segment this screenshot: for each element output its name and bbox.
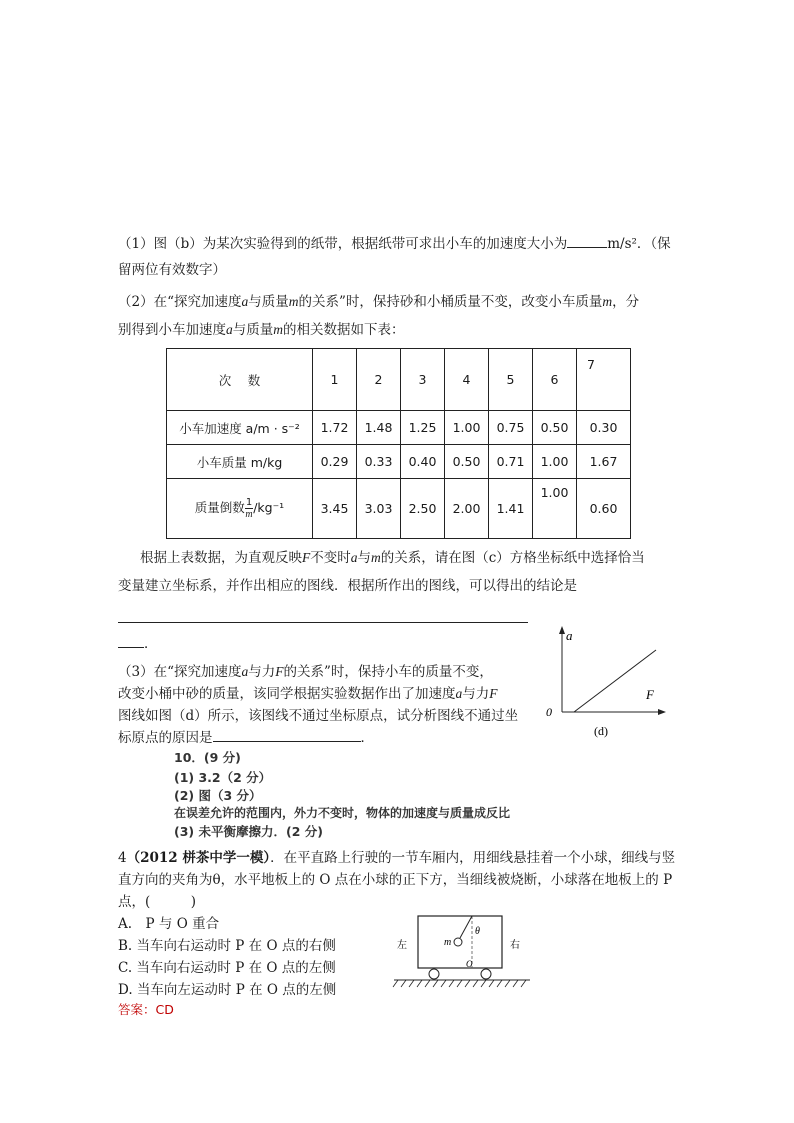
q4-line1: 4（2012 栟茶中学一模）．在平直路上行驶的一节车厢内，用细线悬挂着一个小球，细线与竖 [118, 850, 676, 866]
q3-line1: （3）在“探究加速度a与力F的关系”时，保持小车的质量不变， [118, 664, 493, 680]
para-line3: ． [118, 632, 158, 652]
table-cell: 0.33 [357, 445, 401, 479]
q2-line2: 别得到小车加速度a与质量m的相关数据如下表： [118, 322, 405, 338]
q2-line1: （2）在“探究加速度a与质量m的关系”时，保持砂和小桶质量不变，改变小车质量m，分 [118, 294, 640, 310]
label-right: 右 [510, 940, 520, 951]
table-cell: 1.48 [357, 411, 401, 445]
column-header: 6 [533, 349, 577, 411]
table-cell: 0.60 [577, 479, 631, 539]
label-point: O [466, 959, 473, 969]
table-cell: 0.71 [489, 445, 533, 479]
answer-2: (2) 图（3 分） [174, 788, 262, 803]
q4-option-a: A. P 与 O 重合 [118, 916, 220, 932]
table-row [167, 479, 631, 539]
answer-1: (1) 3.2（2 分） [174, 770, 272, 785]
q4-option-b: B. 当车向右运动时 P 在 O 点的右侧 [118, 938, 336, 954]
para-line2: 变量建立坐标系，并作出相应的图线．根据所作出的图线，可以得出的结论是 [118, 578, 577, 594]
q4-line2: 直方向的夹角为θ，水平地板上的 O 点在小球的正下方，当细线被烧断，小球落在地板上的 P [118, 872, 673, 888]
column-header: 3 [401, 349, 445, 411]
row-label: 小车质量 m/kg [167, 445, 313, 479]
table-cell: 0.50 [445, 445, 489, 479]
wheel-right [481, 969, 491, 979]
ground-hatching [393, 980, 526, 987]
fraction: $\frac{1}{m}$ [245, 497, 253, 520]
origin-label: 0 [546, 705, 552, 719]
table-row [167, 411, 631, 445]
column-header: 1 [313, 349, 357, 411]
q4-option-d: D. 当车向左运动时 P 在 O 点的左侧 [118, 982, 337, 998]
table-header-label: 次 数 [167, 349, 313, 411]
table-cell: 2.00 [445, 479, 489, 539]
table-cell: 1.25 [401, 411, 445, 445]
answer-blank-1 [567, 235, 607, 248]
graph-d [538, 620, 678, 750]
table-cell: 1.72 [313, 411, 357, 445]
x-axis-arrow [658, 709, 666, 715]
column-header: 4 [445, 349, 489, 411]
q4-line3: 点，( ) [118, 894, 197, 910]
label-left: 左 [397, 940, 407, 951]
q3-line3: 图线如图（d）所示，该图线不通过坐标原点，试分析图线不通过坐 [118, 708, 519, 724]
answer-2-note: 在误差允许的范围内，外力不变时，物体的加速度与质量成反比 [174, 806, 511, 820]
row-label: 质量倒数 $\frac{1}{m}$ /kg⁻¹ [167, 479, 313, 539]
railcar-figure [392, 912, 542, 992]
graph-caption: (d) [594, 724, 608, 738]
answer-blank-3 [213, 729, 361, 742]
table-cell: 1.00 [445, 411, 489, 445]
table-row [167, 445, 631, 479]
column-header: 2 [357, 349, 401, 411]
table-cell: 0.30 [577, 411, 631, 445]
q3-line4: 标原点的原因是 ． [118, 730, 374, 746]
table-cell: 1.67 [577, 445, 631, 479]
data-table [166, 348, 631, 539]
q3-line2: 改变小桶中砂的质量，该同学根据实验数据作出了加速度a与力F [118, 686, 498, 702]
table-cell: 1.00 [533, 445, 577, 479]
label-ball: m [444, 937, 452, 948]
table-cell: 1.41 [489, 479, 533, 539]
table-cell: 3.03 [357, 479, 401, 539]
axis-x-label: F [646, 687, 654, 702]
table-cell: 3.45 [313, 479, 357, 539]
ball [454, 938, 462, 946]
table-cell: 2.50 [401, 479, 445, 539]
graph-line [574, 650, 656, 712]
answer-title: 10．(9 分) [174, 750, 241, 765]
table-header-row [167, 349, 631, 411]
para-line1: 根据上表数据，为直观反映F不变时a与m的关系，请在图（c）方格坐标纸中选择恰当 [140, 550, 645, 566]
table-cell: 0.75 [489, 411, 533, 445]
table-cell: 0.29 [313, 445, 357, 479]
answer-3: (3) 未平衡摩擦力．(2 分) [174, 824, 323, 839]
conclusion-blank-line [118, 622, 528, 623]
column-header: 7 [577, 349, 631, 411]
q4-option-c: C. 当车向右运动时 P 在 O 点的左侧 [118, 960, 336, 976]
axis-y-label: a [566, 628, 573, 643]
table-cell: 0.50 [533, 411, 577, 445]
column-header: 5 [489, 349, 533, 411]
y-axis-arrow [559, 626, 565, 634]
table-cell: 0.40 [401, 445, 445, 479]
string [460, 916, 472, 938]
q1-line2: 留两位有效数字） [118, 262, 226, 278]
q1-line1: （1）图（b）为某次实验得到的纸带，根据纸带可求出小车的加速度大小为 m/s²．（保 [118, 236, 671, 252]
railcar-body [418, 916, 502, 968]
label-theta: θ [475, 926, 480, 937]
row-label: 小车加速度 a/m · s⁻² [167, 411, 313, 445]
q4-answer: 答案：CD [118, 1002, 174, 1017]
table-cell: 1.00 [533, 479, 577, 539]
conclusion-blank-tail [118, 635, 144, 648]
wheel-left [429, 969, 439, 979]
